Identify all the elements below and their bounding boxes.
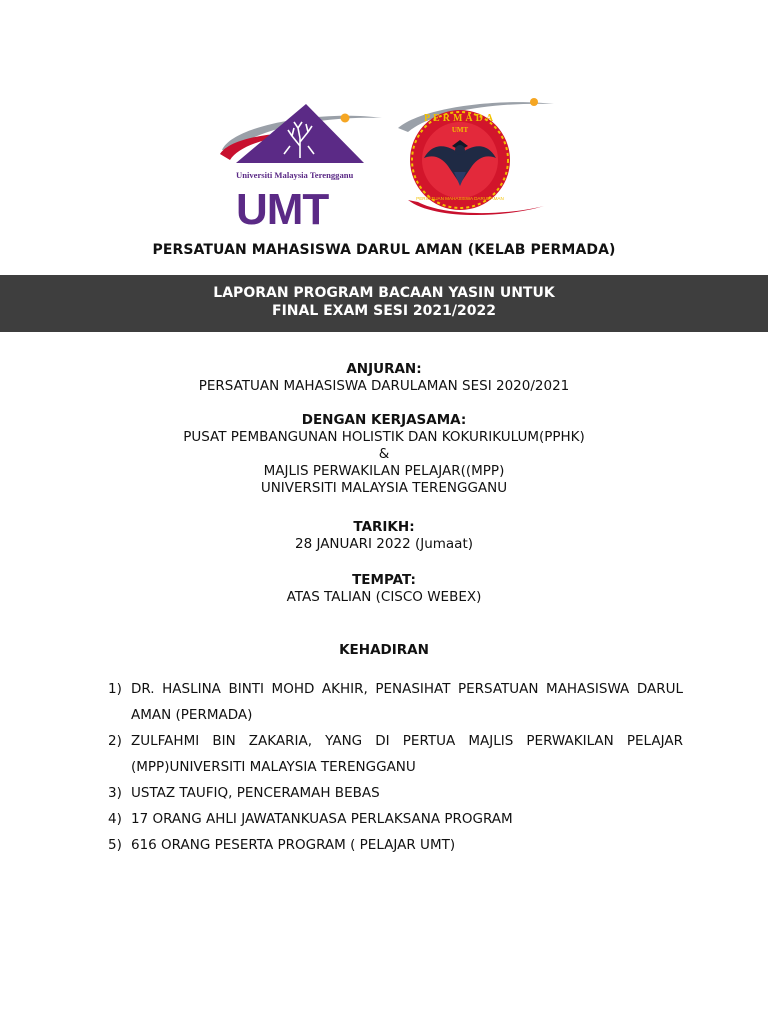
permada-logo [394,88,556,230]
tempat-value: ATAS TALIAN (CISCO WEBEX) [286,589,482,605]
list-item-text: DR. HASLINA BINTI MOHD AKHIR, PENASIHAT PERSATUAN MAHASISWA DARUL AMAN (PERMADA) [131,681,683,723]
list-item [108,676,683,728]
list-item-number: 3) [108,785,122,801]
anjuran-value: PERSATUAN MAHASISWA DARULAMAN SESI 2020/2021 [198,378,570,394]
tempat-heading: TEMPAT: [352,572,416,588]
list-item [108,832,683,858]
permada-motto: PERSATUAN MAHASISWA DARUL AMAN [416,196,504,201]
attendance-list [108,676,683,858]
anjuran-heading: ANJURAN: [346,361,422,377]
kehadiran-heading: KEHADIRAN [339,642,429,658]
list-item-number: 1) [108,681,122,697]
kerjasama-line-4: UNIVERSITI MALAYSIA TERENGGANU [260,480,508,496]
anjuran-section [0,361,768,395]
tarikh-heading: TARIKH: [353,519,415,535]
list-item-text: ZULFAHMI BIN ZAKARIA, YANG DI PERTUA MAJLIS PERWAKILAN PELAJAR (MPP)UNIVERSITI MALAYSIA TERENGGANU [131,733,683,775]
report-title-banner [0,275,768,332]
kerjasama-ampersand: & [378,446,390,462]
tarikh-section [0,519,768,553]
tarikh-value: 28 JANUARI 2022 (Jumaat) [294,536,474,552]
kerjasama-section [0,412,768,497]
umt-dot [341,114,350,123]
logo-row [214,88,556,230]
list-item-text: USTAZ TAUFIQ, PENCERAMAH BEBAS [131,785,380,801]
umt-name-text: Universiti Malaysia Terengganu [236,170,354,180]
list-item [108,728,683,780]
permada-ring-text: PERMADA [423,113,497,124]
kerjasama-line-3: MAJLIS PERWAKILAN PELAJAR((MPP) [263,463,505,479]
kerjasama-line-1: PUSAT PEMBANGUNAN HOLISTIK DAN KOKURIKULUM(PPHK) [183,429,585,445]
umt-wordmark: UMT [236,185,329,230]
list-item-number: 2) [108,733,122,749]
list-item-number: 4) [108,811,122,827]
tempat-section [0,572,768,606]
list-item-text: 616 ORANG PESERTA PROGRAM ( PELAJAR UMT) [131,837,456,853]
list-item-text: 17 ORANG AHLI JAWATANKUASA PERLAKSANA PROGRAM [131,811,513,827]
org-title: PERSATUAN MAHASISWA DARUL AMAN (KELAB PERMADA) [152,242,616,258]
permada-dot [530,98,538,106]
list-item-number: 5) [108,837,122,853]
banner-line-1: LAPORAN PROGRAM BACAAN YASIN UNTUK [213,285,555,301]
list-item [108,806,683,832]
umt-logo [214,88,384,230]
permada-sub-text: UMT [451,126,469,134]
list-item [108,780,683,806]
kerjasama-heading: DENGAN KERJASAMA: [301,412,467,428]
banner-line-2: FINAL EXAM SESI 2021/2022 [272,303,496,319]
